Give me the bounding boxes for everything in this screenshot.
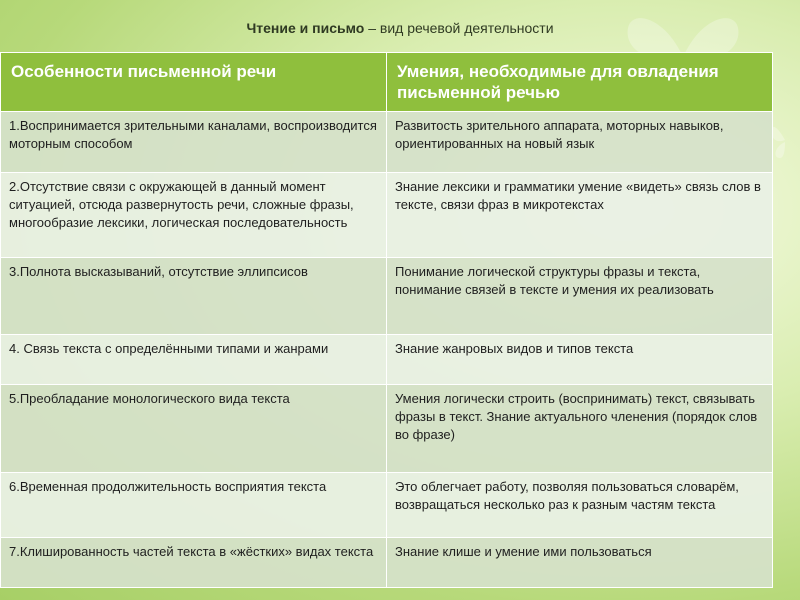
skill-cell: Развитость зрительного аппарата, моторных навыков, ориентированных на новый язык (387, 112, 773, 173)
skill-cell: Знание клише и умение ими пользоваться (387, 538, 773, 588)
title-bold: Чтение и письмо (246, 20, 365, 36)
skill-cell: Знание лексики и грамматики умение «видеть» связь слов в тексте, связи фраз в микротекстах (387, 173, 773, 258)
skill-cell: Это облегчает работу, позволяя пользоваться словарём, возвращаться несколько раз к разным частям текста (387, 473, 773, 538)
feature-cell: 5.Преобладание монологического вида текста (1, 385, 387, 473)
feature-cell: 4. Связь текста с определёнными типами и жанрами (1, 335, 387, 385)
header-features: Особенности письменной речи (1, 53, 387, 112)
table-row (1, 473, 773, 538)
feature-cell: 6.Временная продолжительность восприятия текста (1, 473, 387, 538)
table-row (1, 385, 773, 473)
table-row (1, 258, 773, 335)
butterfly-icon (770, 120, 800, 160)
skill-cell: Умения логически строить (воспринимать) текст, связывать фразы в текст. Знание актуального членения (порядок слов во фразе) (387, 385, 773, 473)
table-row (1, 538, 773, 588)
feature-cell: 3.Полнота высказываний, отсутствие эллипсисов (1, 258, 387, 335)
table-row (1, 335, 773, 385)
table-row (1, 112, 773, 173)
slide-title (0, 20, 800, 36)
header-skills: Умения, необходимые для овладения письменной речью (387, 53, 773, 112)
skill-cell: Знание жанровых видов и типов текста (387, 335, 773, 385)
table-header-row (1, 53, 773, 112)
skill-cell: Понимание логической структуры фразы и текста, понимание связей в тексте и умения их реализовать (387, 258, 773, 335)
feature-cell: 1.Воспринимается зрительными каналами, воспроизводится моторным способом (1, 112, 387, 173)
title-rest: – вид речевой деятельности (364, 20, 554, 36)
feature-cell: 2.Отсутствие связи с окружающей в данный момент ситуацией, отсюда развернутость речи, сложные фразы, многообразие лексики, логическая последовательность (1, 173, 387, 258)
comparison-table (0, 52, 773, 588)
feature-cell: 7.Клишированность частей текста в «жёстких» видах текста (1, 538, 387, 588)
table-row (1, 173, 773, 258)
